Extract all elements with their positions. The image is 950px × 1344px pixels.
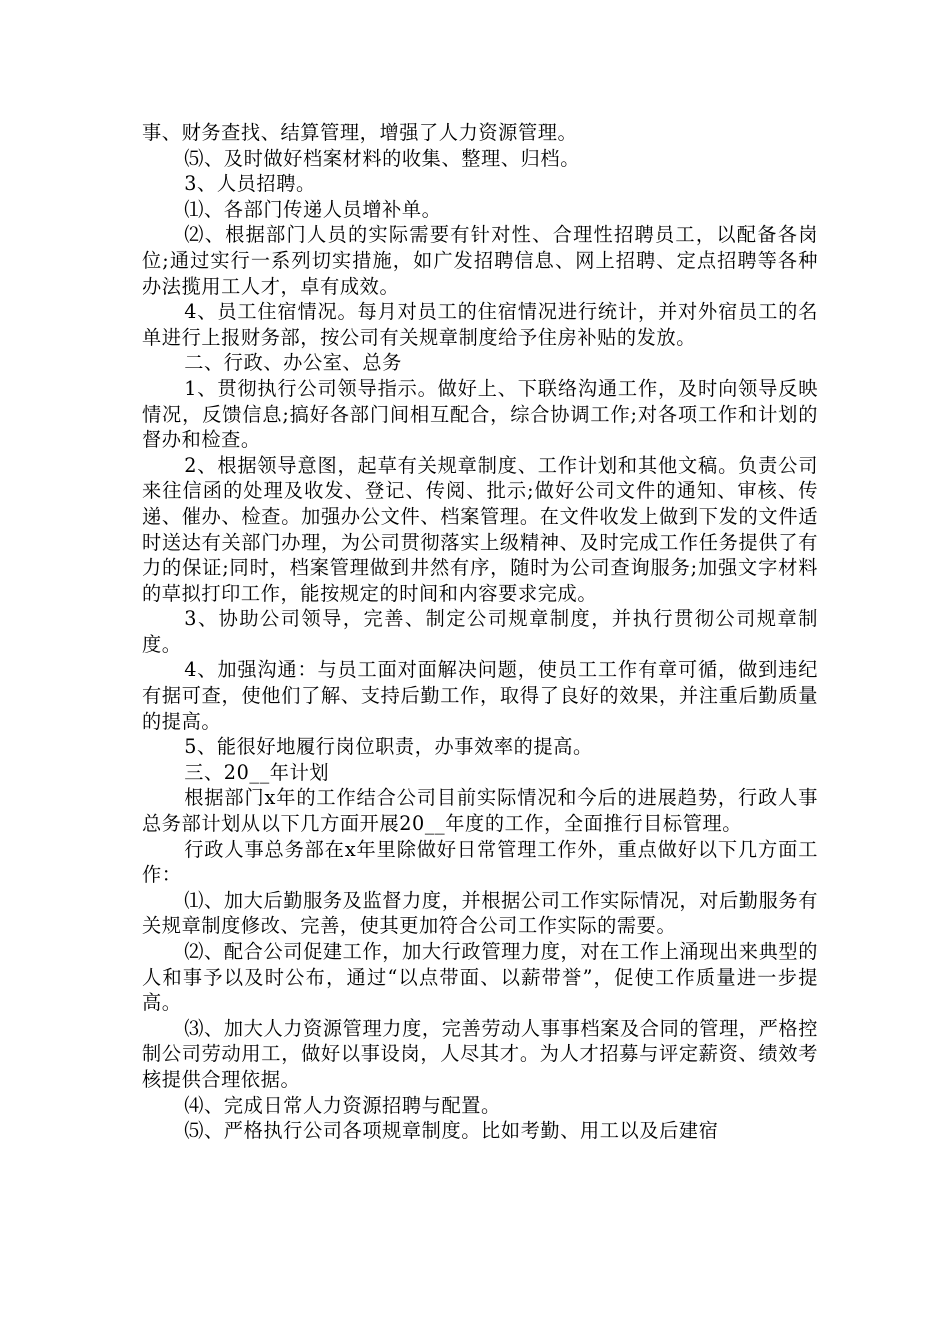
paragraph-4: ⑴、各部门传递人员增补单。 (184, 197, 442, 221)
paragraph-17: ⑵、配合公司促建工作，加大行政管理力度，对在工作上涌现出来典型的人和事予以及时公布，通过“以点带面、以薪带誉”，促使工作质量进一步提高。 (142, 940, 818, 1015)
paragraph-11: 4、加强沟通：与员工面对面解决问题，使员工工作有章可循，做到违纪有据可查，使他们了解、支持后勤工作，取得了良好的效果，并注重后勤质量的提高。 (142, 658, 818, 733)
paragraph-5: ⑵、根据部门人员的实际需要有针对性、合理性招聘员工，以配备各岗位;通过实行一系列切实措施，如广发招聘信息、网上招聘、定点招聘等各种办法揽用工人才，卓有成效。 (142, 223, 818, 298)
paragraph-12: 5、能很好地履行岗位职责，办事效率的提高。 (184, 735, 593, 759)
section-heading-plan: 三、20__年计划 (184, 760, 330, 784)
heading-recruitment: 3、人员招聘。 (184, 172, 316, 196)
paragraph-19: ⑷、完成日常人力资源招聘与配置。 (184, 1093, 501, 1117)
section-heading-admin: 二、行政、办公室、总务 (184, 351, 402, 375)
paragraph-1: 事、财务查找、结算管理，增强了人力资源管理。 (142, 121, 578, 144)
paragraph-9: 2、根据领导意图，起草有关规章制度、工作计划和其他文稿。负责公司来往信函的处理及收发、登记、传阅、批示;做好公司文件的通知、审核、传递、催办、检查。加强办公文件、档案管理。在文件收发上做到下发的文件适时送达有关部门办理，为公司贯彻落实上级精神、及时完成工作任务提供了有力的保证;同时，档案管理做到井然有序，随时为公司查询服务;加强文字材料的草拟打印工作，能按规定的时间和内容要求完成。 (142, 453, 818, 605)
document-body (142, 120, 818, 1144)
paragraph-8: 1、贯彻执行公司领导指示。做好上、下联络沟通工作，及时向领导反映情况，反馈信息;搞好各部门间相互配合，综合协调工作;对各项工作和计划的督办和检查。 (142, 376, 818, 452)
paragraph-6: 4、员工住宿情况。每月对员工的住宿情况进行统计，并对外宿员工的名单进行上报财务部，按公司有关规章制度给予住房补贴的发放。 (142, 300, 818, 349)
paragraph-18: ⑶、加大人力资源管理力度，完善劳动人事事档案及合同的管理，严格控制公司劳动用工，做好以事设岗，人尽其才。为人才招募与评定薪资、绩效考核提供合理依据。 (142, 1016, 818, 1091)
paragraph-14: 根据部门x年的工作结合公司目前实际情况和今后的进展趋势，行政人事总务部计划从以下几方面开展20__年度的工作，全面推行目标管理。 (142, 786, 818, 836)
paragraph-20: ⑸、严格执行公司各项规章制度。比如考勤、用工以及后建宿 (184, 1119, 719, 1143)
paragraph-15: 行政人事总务部在x年里除做好日常管理工作外，重点做好以下几方面工作： (142, 837, 818, 887)
paragraph-16: ⑴、加大后勤服务及监督力度，并根据公司工作实际情况，对后勤服务有关规章制度修改、完善，使其更加符合公司工作实际的需要。 (142, 888, 818, 938)
paragraph-10: 3、协助公司领导，完善、制定公司规章制度，并执行贯彻公司规章制度。 (142, 607, 818, 656)
paragraph-2: ⑸、及时做好档案材料的收集、整理、归档。 (184, 146, 580, 170)
